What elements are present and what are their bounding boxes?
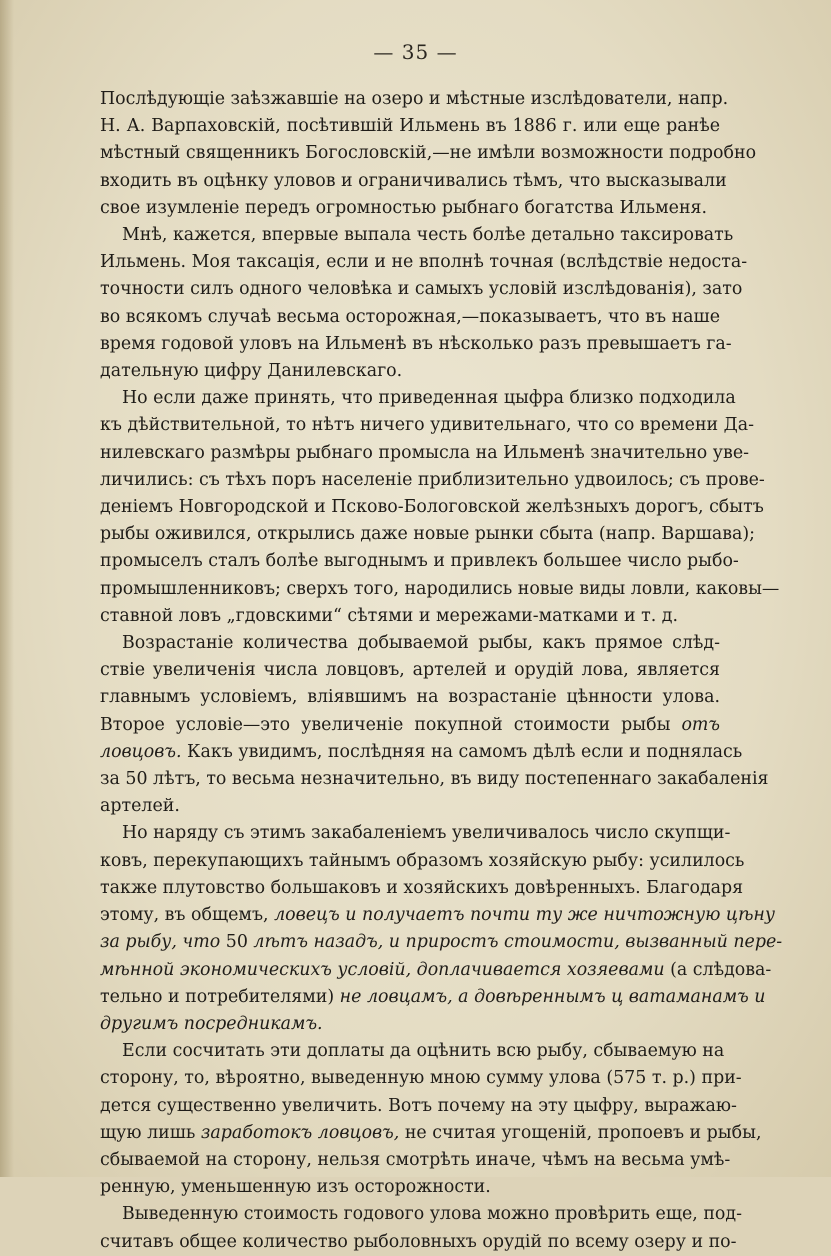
text-line bbox=[100, 739, 743, 766]
text-fragment: Какъ увидимъ, послѣдняя на самомъ дѣлѣ если и поднялась bbox=[181, 741, 743, 762]
text-line: дется существенно увеличить. Вотъ почему на эту цыфру, выражаю- bbox=[100, 1095, 737, 1116]
text-fragment: не считая угощеній, пропоевъ и рыбы, bbox=[404, 1122, 762, 1143]
text-line: ствіе увеличенія числа ловцовъ, артелей и орудій лова, является bbox=[100, 660, 720, 681]
text-line: промышленниковъ; сверхъ того, народились новые виды ловли, каковы— bbox=[100, 578, 780, 599]
text-line: сторону, то, вѣроятно, выведенную мною сумму улова (575 т. р.) при- bbox=[100, 1068, 742, 1089]
text-line: Но если даже принять, что приведенная цыфра близко подходила bbox=[122, 388, 736, 409]
text-line: рыбы оживился, открылись даже новые рынки сбыта (напр. Варшава); bbox=[100, 524, 756, 545]
text-line: Возрастаніе количества добываемой рыбы, какъ прямое слѣд- bbox=[122, 633, 720, 654]
text-line: сбываемой на сторону, нельзя смотрѣть иначе, чѣмъ на весьма умѣ- bbox=[100, 1149, 731, 1170]
text-fragment: Второе условіе—это увеличеніе покупной стоимости рыбы bbox=[100, 714, 671, 735]
page-number: — 35 — bbox=[373, 40, 458, 64]
text-line: главнымъ условіемъ, вліявшимъ на возрастаніе цѣнности улова. bbox=[100, 687, 720, 708]
text-line: деніемъ Новгородской и Псково-Бологовской желѣзныхъ дорогъ, сбытъ bbox=[100, 497, 764, 518]
body-text bbox=[100, 86, 783, 1256]
paragraph-5 bbox=[100, 820, 783, 1038]
text-line bbox=[100, 957, 772, 984]
text-fragment: щую лишь bbox=[100, 1122, 196, 1143]
text-line bbox=[100, 929, 783, 956]
text-line: ковъ, перекупающихъ тайнымъ образомъ хозяйскую рыбу: усилилось bbox=[100, 850, 745, 871]
text-line bbox=[100, 902, 775, 929]
italic-fragment: ловцовъ. bbox=[100, 741, 182, 762]
text-line: ренную, уменьшенную изъ осторожности. bbox=[100, 1177, 491, 1198]
italic-fragment: заработокъ ловцовъ, bbox=[200, 1122, 400, 1143]
italic-fragment: ловецъ и получаетъ почти ту же ничтожную цѣну bbox=[274, 905, 775, 926]
text-line: за 50 лѣтъ, то весьма незначительно, въ виду постепеннаго закабаленія bbox=[100, 769, 769, 790]
text-line: Ильмень. Моя таксація, если и не вполнѣ точная (вслѣдствіе недоста- bbox=[100, 252, 748, 273]
text-line bbox=[100, 1011, 720, 1038]
paragraph-7 bbox=[100, 1201, 742, 1255]
paragraph-2 bbox=[100, 222, 748, 385]
text-line bbox=[100, 712, 720, 739]
text-line bbox=[100, 1120, 762, 1147]
text-line: Н. А. Варпаховскій, посѣтившій Ильмень въ 1886 г. или еще ранѣе bbox=[100, 116, 720, 137]
text-line: Выведенную стоимость годового улова можно провѣрить еще, под- bbox=[122, 1204, 742, 1225]
text-line: нилевскаго размѣры рыбнаго промысла на Ильменѣ значительно уве- bbox=[100, 442, 749, 463]
italic-fragment: другимъ посредникамъ. bbox=[100, 1013, 323, 1034]
italic-fragment: отъ bbox=[681, 714, 720, 735]
paragraph-4 bbox=[100, 630, 769, 820]
paragraph-1 bbox=[100, 86, 757, 222]
paragraph-3 bbox=[100, 385, 780, 630]
text-line: мѣстный священникъ Богословскій,—не имѣли возможности подробно bbox=[100, 143, 757, 164]
text-line: Если сосчитать эти доплаты да оцѣнить всю рыбу, сбываемую на bbox=[122, 1041, 725, 1062]
text-line: свое изумленіе передъ огромностью рыбнаго богатства Ильменя. bbox=[100, 197, 708, 218]
text-line bbox=[100, 984, 766, 1011]
text-line: Но наряду съ этимъ закабаленіемъ увеличивалось число скупщи- bbox=[122, 823, 731, 844]
text-line: время годовой уловъ на Ильменѣ въ нѣсколько разъ превышаетъ га- bbox=[100, 333, 732, 354]
text-fragment: этому, въ общемъ, bbox=[100, 905, 269, 926]
italic-fragment: мѣнной экономическихъ условій, доплачивается хозяевами bbox=[100, 959, 665, 980]
text-line: также плутовство большаковъ и хозяйскихъ довѣренныхъ. Благодаря bbox=[100, 877, 744, 898]
italic-fragment: не ловцамъ, а довѣреннымъ ц ватаманамъ и bbox=[339, 986, 766, 1007]
italic-fragment: лѣтъ назадъ, и приростъ стоимости, вызванный пере- bbox=[253, 932, 783, 953]
text-line: къ дѣйствительной, то нѣтъ ничего удивительнаго, что со времени Да- bbox=[100, 415, 755, 436]
text-line: дательную цифру Данилевскаго. bbox=[100, 361, 403, 382]
text-line: промыселъ сталъ болѣе выгоднымъ и привлекъ большее число рыбо- bbox=[100, 551, 739, 572]
text-line: точности силъ одного человѣка и самыхъ условій изслѣдованія), зато bbox=[100, 279, 743, 300]
page-edge-shadow bbox=[0, 0, 14, 1177]
text-fragment: тельно и потребителями) bbox=[100, 986, 335, 1007]
text-line: ставной ловъ „гдовскими“ сѣтями и мережами-матками и т. д. bbox=[100, 605, 679, 626]
text-line: во всякомъ случаѣ весьма осторожная,—показываетъ, что въ наше bbox=[100, 306, 720, 327]
text-line: артелей. bbox=[100, 796, 180, 817]
text-fragment: (а слѣдова- bbox=[670, 959, 772, 980]
text-line: личились: съ тѣхъ поръ населеніе приблизительно удвоилось; съ прове- bbox=[100, 469, 765, 490]
text-line: входить въ оцѣнку уловов и ограничивались тѣмъ, что высказывали bbox=[100, 170, 727, 191]
text-line: Мнѣ, кажется, впервые выпала честь болѣе детально таксировать bbox=[122, 225, 734, 246]
paragraph-6 bbox=[100, 1038, 762, 1201]
text-line: Послѣдующіе заѣзжавшіе на озеро и мѣстные изслѣдователи, напр. bbox=[100, 89, 729, 109]
text-fragment: 50 bbox=[225, 932, 248, 953]
text-line: считавъ общее количество рыболовныхъ орудій по всему озеру и по- bbox=[100, 1231, 737, 1252]
italic-fragment: за рыбу, что bbox=[100, 932, 221, 953]
